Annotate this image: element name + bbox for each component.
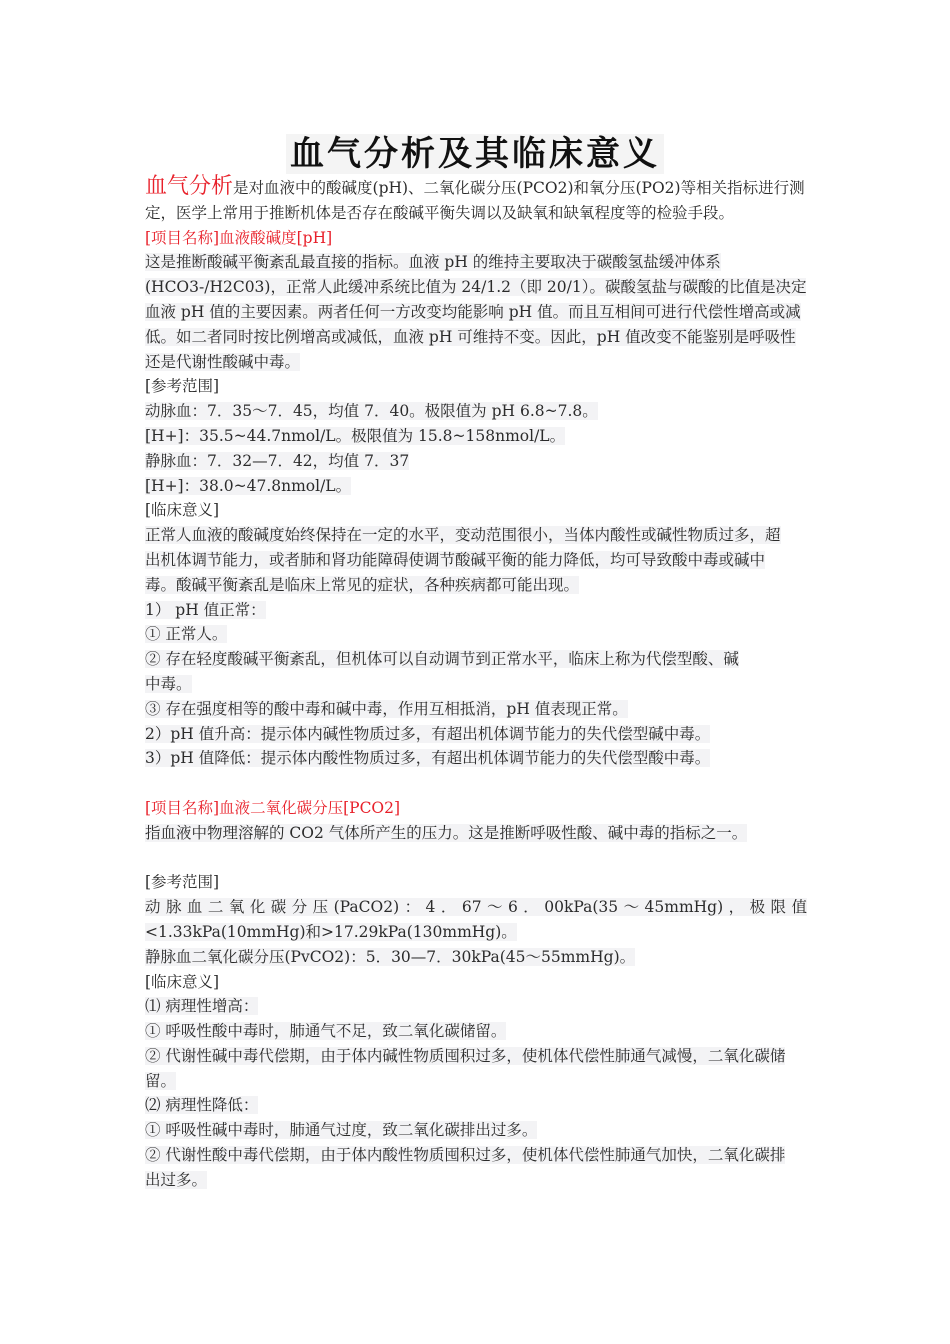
pco2-description: 指血液中物理溶解的 CO2 气体所产生的压力。这是推断呼吸性酸、碱中毒的指标之一。 [145,823,748,842]
section-spacer [145,771,807,796]
pco2-list-item: ⑵ 病理性降低： [145,1096,259,1115]
pco2-heading: [项目名称]血液二氧化碳分压[PCO2] [145,798,401,817]
ph-list-item: ② 存在轻度酸碱平衡紊乱，但机体可以自动调节到正常水平，临床上称为代偿型酸、碱中毒。 [145,650,739,693]
ph-ref-line: 静脉血：7．32—7．42，均值 7．37 [145,451,410,470]
intro-paragraph [145,175,807,226]
page-title: 血气分析及其临床意义 [0,126,950,175]
pco2-ref-line: 静脉血二氧化碳分压(PvCO2)：5．30—7．30kPa(45～55mmHg)。 [145,947,636,966]
intro-lead: 血气分析 [145,174,234,199]
document-body [145,175,807,1193]
ph-list-item: 3）pH 值降低：提示体内酸性物质过多，有超出机体调节能力的失代偿型酸中毒。 [145,749,711,768]
paragraph-spacer [145,846,807,871]
ph-ref-line: [H+]：35.5~44.7nmol/L。极限值为 15.8~158nmol/L。 [145,426,566,445]
ph-ref-line: 动脉血：7．35～7．45，均值 7．40。极限值为 pH 6.8~7.8。 [145,402,598,421]
ph-ref-line: [H+]：38.0~47.8nmol/L。 [145,476,352,495]
pco2-ref-line: <1.33kPa(10mmHg)和>17.29kPa(130mmHg)。 [145,922,517,941]
ph-description: 这是推断酸碱平衡紊乱最直接的指标。血液 pH 的维持主要取决于碳酸氢盐缓冲体系(HCO3-/H2C03)，正常人此缓冲系统比值为 24/1.2（即 20/1）。碳酸氢盐与碳酸的比值是决定血液 pH 值的主要因素。两者任何一方改变均能影响 pH 值。而且互相间可进行代偿性增高或减低。如二者同时按比例增高或减低，血液 pH 可维持不变。因此，pH 值改变不能鉴别是呼吸性还是代谢性酸碱中毒。 [145,253,807,371]
ph-list-item: ① 正常人。 [145,625,228,644]
ph-ref-label: [参考范围] [145,377,220,396]
pco2-list-item: ① 呼吸性碱中毒时，肺通气过度，致二氧化碳排出过多。 [145,1121,538,1140]
ph-clinical-label: [临床意义] [145,501,220,520]
intro-text: 是对血液中的酸碱度(pH)、二氧化碳分压(PCO2)和氧分压(PO2)等相关指标进行测定，医学上常用于推断机体是否存在酸碱平衡失调以及缺氧和缺氧程度等的检验手段。 [145,179,805,222]
pco2-list-item: ② 代谢性酸中毒代偿期，由于体内酸性物质囤积过多，使机体代偿性肺通气加快，二氧化碳排出过多。 [145,1146,786,1189]
ph-heading: [项目名称]血液酸碱度[pH] [145,228,333,247]
pco2-list-item: ⑴ 病理性增高： [145,997,259,1016]
pco2-list-item: ② 代谢性碱中毒代偿期，由于体内碱性物质囤积过多，使机体代偿性肺通气减慢，二氧化碳储留。 [145,1046,786,1090]
pco2-ref-label: [参考范围] [145,873,220,892]
pco2-clinical-label: [临床意义] [145,972,220,991]
pco2-ref-line: 动脉血二氧化碳分压(PaCO2)：4．67～6．00kPa(35～45mmHg)，极限值 [145,898,807,917]
ph-list-item: 2）pH 值升高：提示体内碱性物质过多，有超出机体调节能力的失代偿型碱中毒。 [145,724,711,743]
ph-list-item: ③ 存在强度相等的酸中毒和碱中毒，作用互相抵消，pH 值表现正常。 [145,699,628,718]
pco2-list-item: ① 呼吸性酸中毒时，肺通气不足，致二氧化碳储留。 [145,1022,507,1041]
ph-clinical-description: 正常人血液的酸碱度始终保持在一定的水平，变动范围很小，当体内酸性或碱性物质过多，超出机体调节能力，或者肺和肾功能障碍使调节酸碱平衡的能力降低，均可导致酸中毒或碱中毒。酸碱平衡紊乱是临床上常见的症状，各种疾病都可能出现。 [145,526,781,594]
ph-list-item: 1） pH 值正常： [145,600,266,619]
